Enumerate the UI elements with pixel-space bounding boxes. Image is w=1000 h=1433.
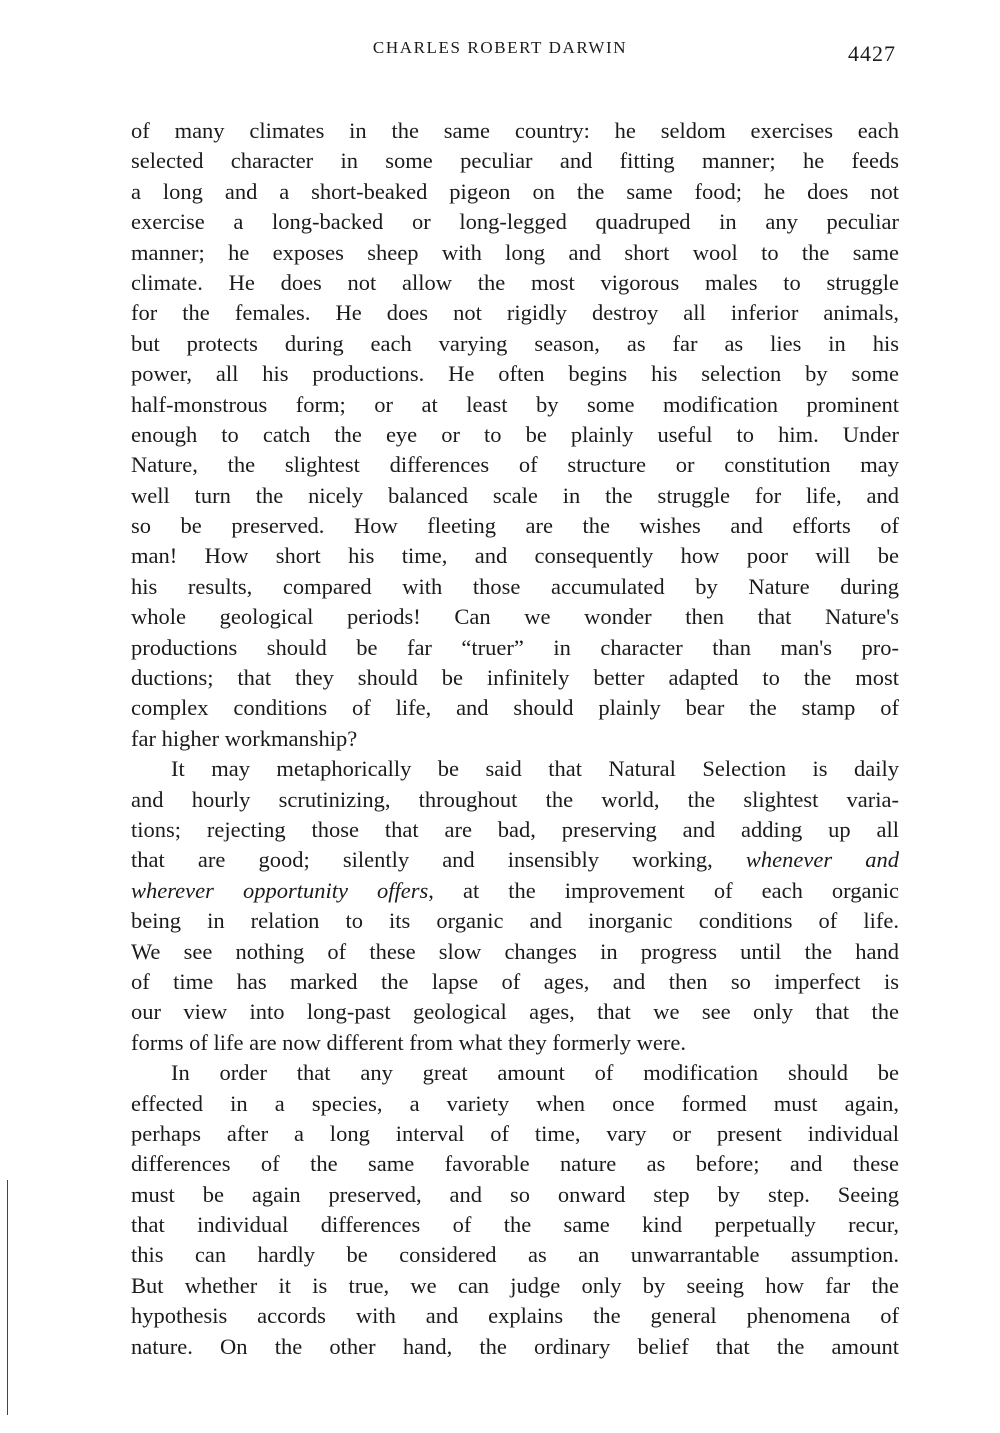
text-line [131, 238, 899, 268]
text-segment: manner; he exposes sheep with long and short wool to the same [131, 239, 899, 265]
text-segment: his results, compared with those accumulated by Nature during [131, 573, 899, 599]
text-segment: that are good; silently and insensibly working, [131, 847, 746, 873]
text-segment: and hourly scrutinizing, throughout the world, the slightest varia- [131, 786, 899, 812]
text-line [131, 1058, 899, 1088]
text-line [131, 541, 899, 571]
text-segment: a long and a short-beaked pigeon on the same food; he does not [131, 178, 899, 204]
text-line [131, 1240, 899, 1270]
text-line [131, 633, 899, 663]
text-line [131, 1119, 899, 1149]
text-line [131, 724, 899, 754]
running-header: CHARLES ROBERT DARWIN [372, 38, 628, 57]
text-line [131, 997, 899, 1027]
text-segment: differences of the same favorable nature as before; and these [131, 1151, 899, 1177]
text-line [131, 298, 899, 328]
italic-text: whenever and [745, 847, 899, 873]
text-line [131, 268, 899, 298]
text-segment: this can hardly be considered as an unwarrantable assumption. [131, 1242, 899, 1268]
text-line [131, 359, 899, 389]
text-line [131, 390, 899, 420]
text-line [131, 785, 899, 815]
text-segment: far higher workmanship? [131, 725, 358, 751]
text-segment: effected in a species, a variety when once formed must again, [131, 1090, 899, 1116]
text-line [131, 207, 899, 237]
text-line [131, 146, 899, 176]
text-line [131, 1332, 899, 1362]
text-line [131, 1180, 899, 1210]
text-line [131, 481, 899, 511]
text-segment: productions should be far “truer” in character than man's pro- [131, 634, 899, 660]
text-segment: but protects during each varying season, as far as lies in his [131, 330, 899, 356]
text-segment: so be preserved. How fleeting are the wishes and efforts of [131, 513, 899, 539]
text-segment: climate. He does not allow the most vigorous males to struggle [131, 269, 899, 295]
text-segment: whole geological periods! Can we wonder then that Nature's [131, 604, 899, 630]
text-line [131, 116, 899, 146]
text-line [131, 1271, 899, 1301]
text-segment: man! How short his time, and consequently how poor will be [131, 543, 899, 569]
text-line [131, 450, 899, 480]
text-line [131, 906, 899, 936]
text-segment: must be again preserved, and so onward step by step. Seeing [131, 1181, 899, 1207]
text-segment: our view into long-past geological ages, that we see only that the [131, 999, 899, 1025]
text-segment: power, all his productions. He often begins his selection by some [131, 361, 899, 387]
text-segment: half-monstrous form; or at least by some modification prominent [131, 391, 899, 417]
scan-artifact-line [7, 1180, 8, 1415]
text-line [131, 693, 899, 723]
text-segment: We see nothing of these slow changes in progress until the hand [131, 938, 899, 964]
text-segment: enough to catch the eye or to be plainly useful to him. Under [131, 421, 899, 447]
text-segment: hypothesis accords with and explains the general phenomena of [131, 1303, 899, 1329]
text-segment: In order that any great amount of modification should be [171, 1060, 899, 1086]
text-segment: selected character in some peculiar and fitting manner; he feeds [131, 148, 899, 174]
text-segment: being in relation to its organic and inorganic conditions of life. [131, 908, 899, 934]
text-line [131, 572, 899, 602]
text-line [131, 1149, 899, 1179]
text-segment: of time has marked the lapse of ages, and then so imperfect is [131, 968, 899, 994]
text-segment: of many climates in the same country: he seldom exercises each [131, 118, 899, 143]
text-segment: nature. On the other hand, the ordinary belief that the amount [131, 1333, 899, 1359]
text-segment: It may metaphorically be said that Natural Selection is daily [171, 756, 899, 782]
text-line [131, 329, 899, 359]
text-line [131, 602, 899, 632]
text-segment: that individual differences of the same kind perpetually recur, [131, 1212, 899, 1238]
page-number: 4427 [848, 41, 896, 66]
text-segment: , at the improvement of each organic [428, 877, 899, 903]
text-line [131, 754, 899, 784]
text-segment: for the females. He does not rigidly destroy all inferior animals, [131, 300, 899, 326]
text-line [131, 420, 899, 450]
text-line [131, 1301, 899, 1331]
text-line [131, 845, 899, 875]
text-line [131, 1089, 899, 1119]
text-segment: well turn the nicely balanced scale in the struggle for life, and [131, 482, 899, 508]
text-line [131, 815, 899, 845]
text-line [131, 876, 899, 906]
text-line [131, 177, 899, 207]
text-line [131, 663, 899, 693]
text-segment: tions; rejecting those that are bad, preserving and adding up all [131, 816, 899, 842]
text-line [131, 1028, 899, 1058]
body-text [131, 116, 899, 1362]
text-segment: ductions; that they should be infinitely better adapted to the most [131, 665, 899, 691]
text-segment: forms of life are now different from what they formerly were. [131, 1029, 686, 1055]
text-line [131, 511, 899, 541]
text-segment: Nature, the slightest differences of structure or constitution may [131, 452, 899, 478]
text-segment: But whether it is true, we can judge only by seeing how far the [131, 1272, 899, 1298]
italic-text: wherever opportunity offers [131, 877, 429, 903]
text-line [131, 937, 899, 967]
text-segment: perhaps after a long interval of time, vary or present individual [131, 1120, 899, 1146]
text-segment: exercise a long-backed or long-legged quadruped in any peculiar [131, 209, 899, 235]
text-line [131, 967, 899, 997]
text-segment: complex conditions of life, and should plainly bear the stamp of [131, 695, 899, 721]
text-line [131, 1210, 899, 1240]
